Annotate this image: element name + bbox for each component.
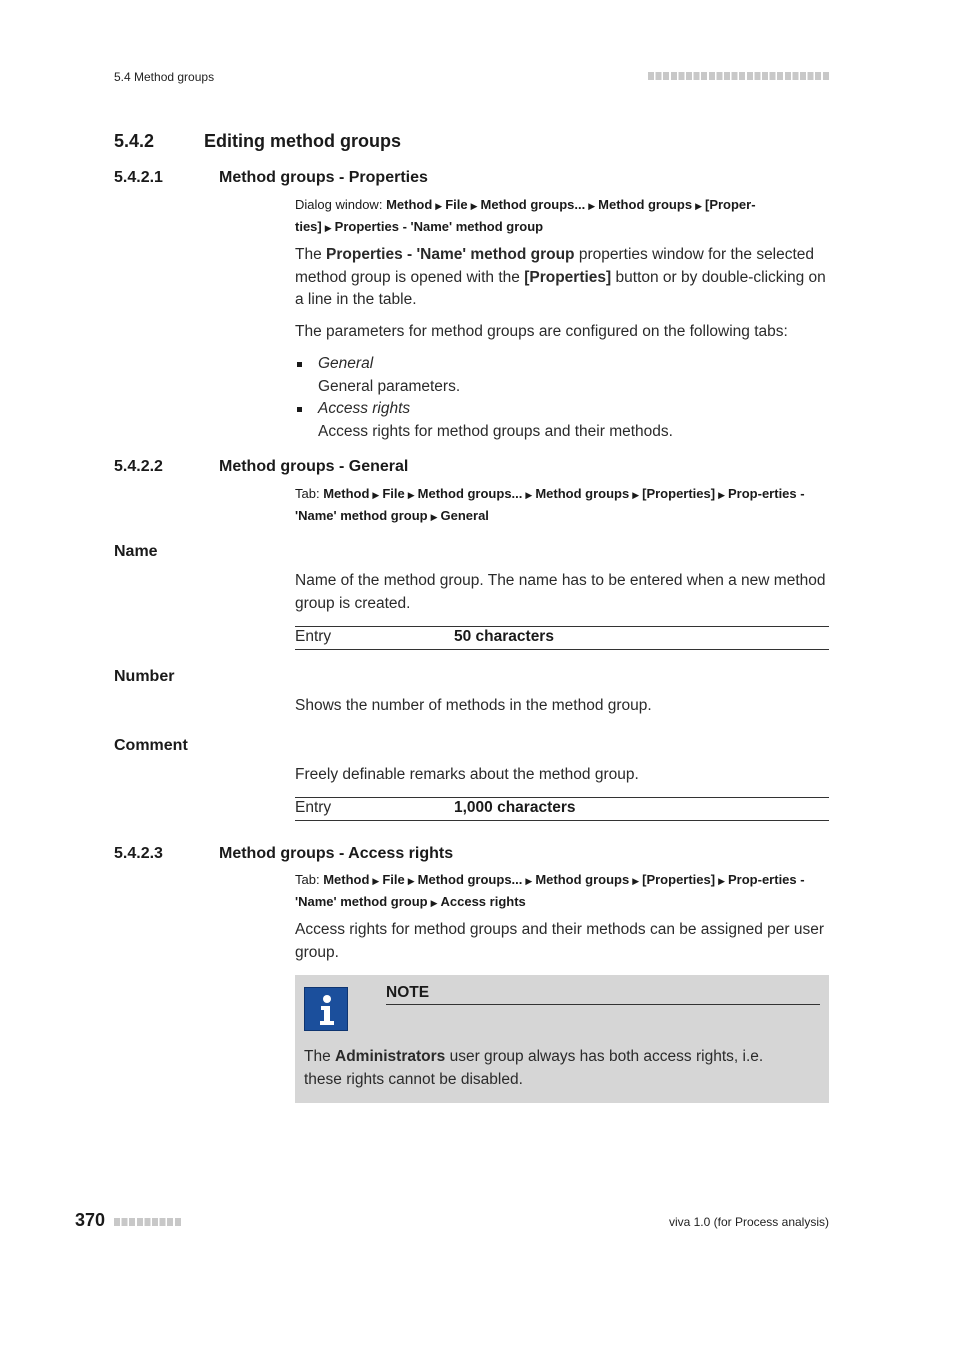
list-item: General General parameters. xyxy=(295,353,830,398)
note-text: The Administrators user group always has both access rights, i.e. these rights cannot be disabled. xyxy=(304,1048,764,1088)
section-heading xyxy=(114,131,401,152)
note-box xyxy=(295,975,829,1103)
entry-table: Entry 50 characters xyxy=(295,626,829,650)
note-title: NOTE xyxy=(386,984,820,1005)
entry-table: Entry 1,000 characters xyxy=(295,797,829,821)
parameter-name: Name xyxy=(114,543,158,560)
page-number: 370 xyxy=(75,1210,106,1230)
paragraph: The Properties - 'Name' method group properties window for the selected method group is opened with the [Properties] button or by double-clicking on a line in the table. xyxy=(295,246,826,308)
paragraph: Access rights for method groups and their methods can be assigned per user group. xyxy=(295,921,825,961)
section-title: Editing method groups xyxy=(204,131,401,151)
list-item: Access rights Access rights for method groups and their methods. xyxy=(295,398,830,443)
subsection-heading-properties xyxy=(114,169,428,187)
header-decoration xyxy=(648,72,829,80)
parameter-description: Name of the method group. The name has to be entered when a new method group is created. xyxy=(295,572,826,612)
parameter-comment: Comment xyxy=(114,737,188,754)
navigation-path: Tab: Method ▶ File ▶ Method groups... ▶ Method groups ▶ [Properties] ▶ Prop-erties - 'Name' method group ▶ Access rights xyxy=(295,872,805,909)
parameter-description: Freely definable remarks about the method group. xyxy=(295,766,639,783)
info-icon xyxy=(304,987,348,1031)
subsection-number: 5.4.2.1 xyxy=(114,169,163,186)
parameter-number: Number xyxy=(114,668,175,685)
subsection-title: Method groups - Properties xyxy=(219,169,428,186)
subsection-heading-access-rights: 5.4.2.3 Method groups - Access rights xyxy=(114,845,454,862)
running-header: 5.4 Method groups xyxy=(114,70,215,84)
navigation-path: Dialog window: Method ▶ File ▶ Method groups... ▶ Method groups ▶ [Proper-ties] ▶ Properties - 'Name' method group xyxy=(295,197,756,234)
paragraph: The parameters for method groups are configured on the following tabs: xyxy=(295,323,788,340)
navigation-path: Tab: Method ▶ File ▶ Method groups... ▶ Method groups ▶ [Properties] ▶ Prop-erties - 'Name' method group ▶ General xyxy=(295,486,805,523)
product-name: viva 1.0 (for Process analysis) xyxy=(668,1215,829,1229)
subsection-heading-general: 5.4.2.2 Method groups - General xyxy=(114,458,409,475)
footer-decoration xyxy=(114,1218,182,1226)
parameter-description: Shows the number of methods in the method group. xyxy=(295,697,652,714)
section-number: 5.4.2 xyxy=(114,131,155,151)
